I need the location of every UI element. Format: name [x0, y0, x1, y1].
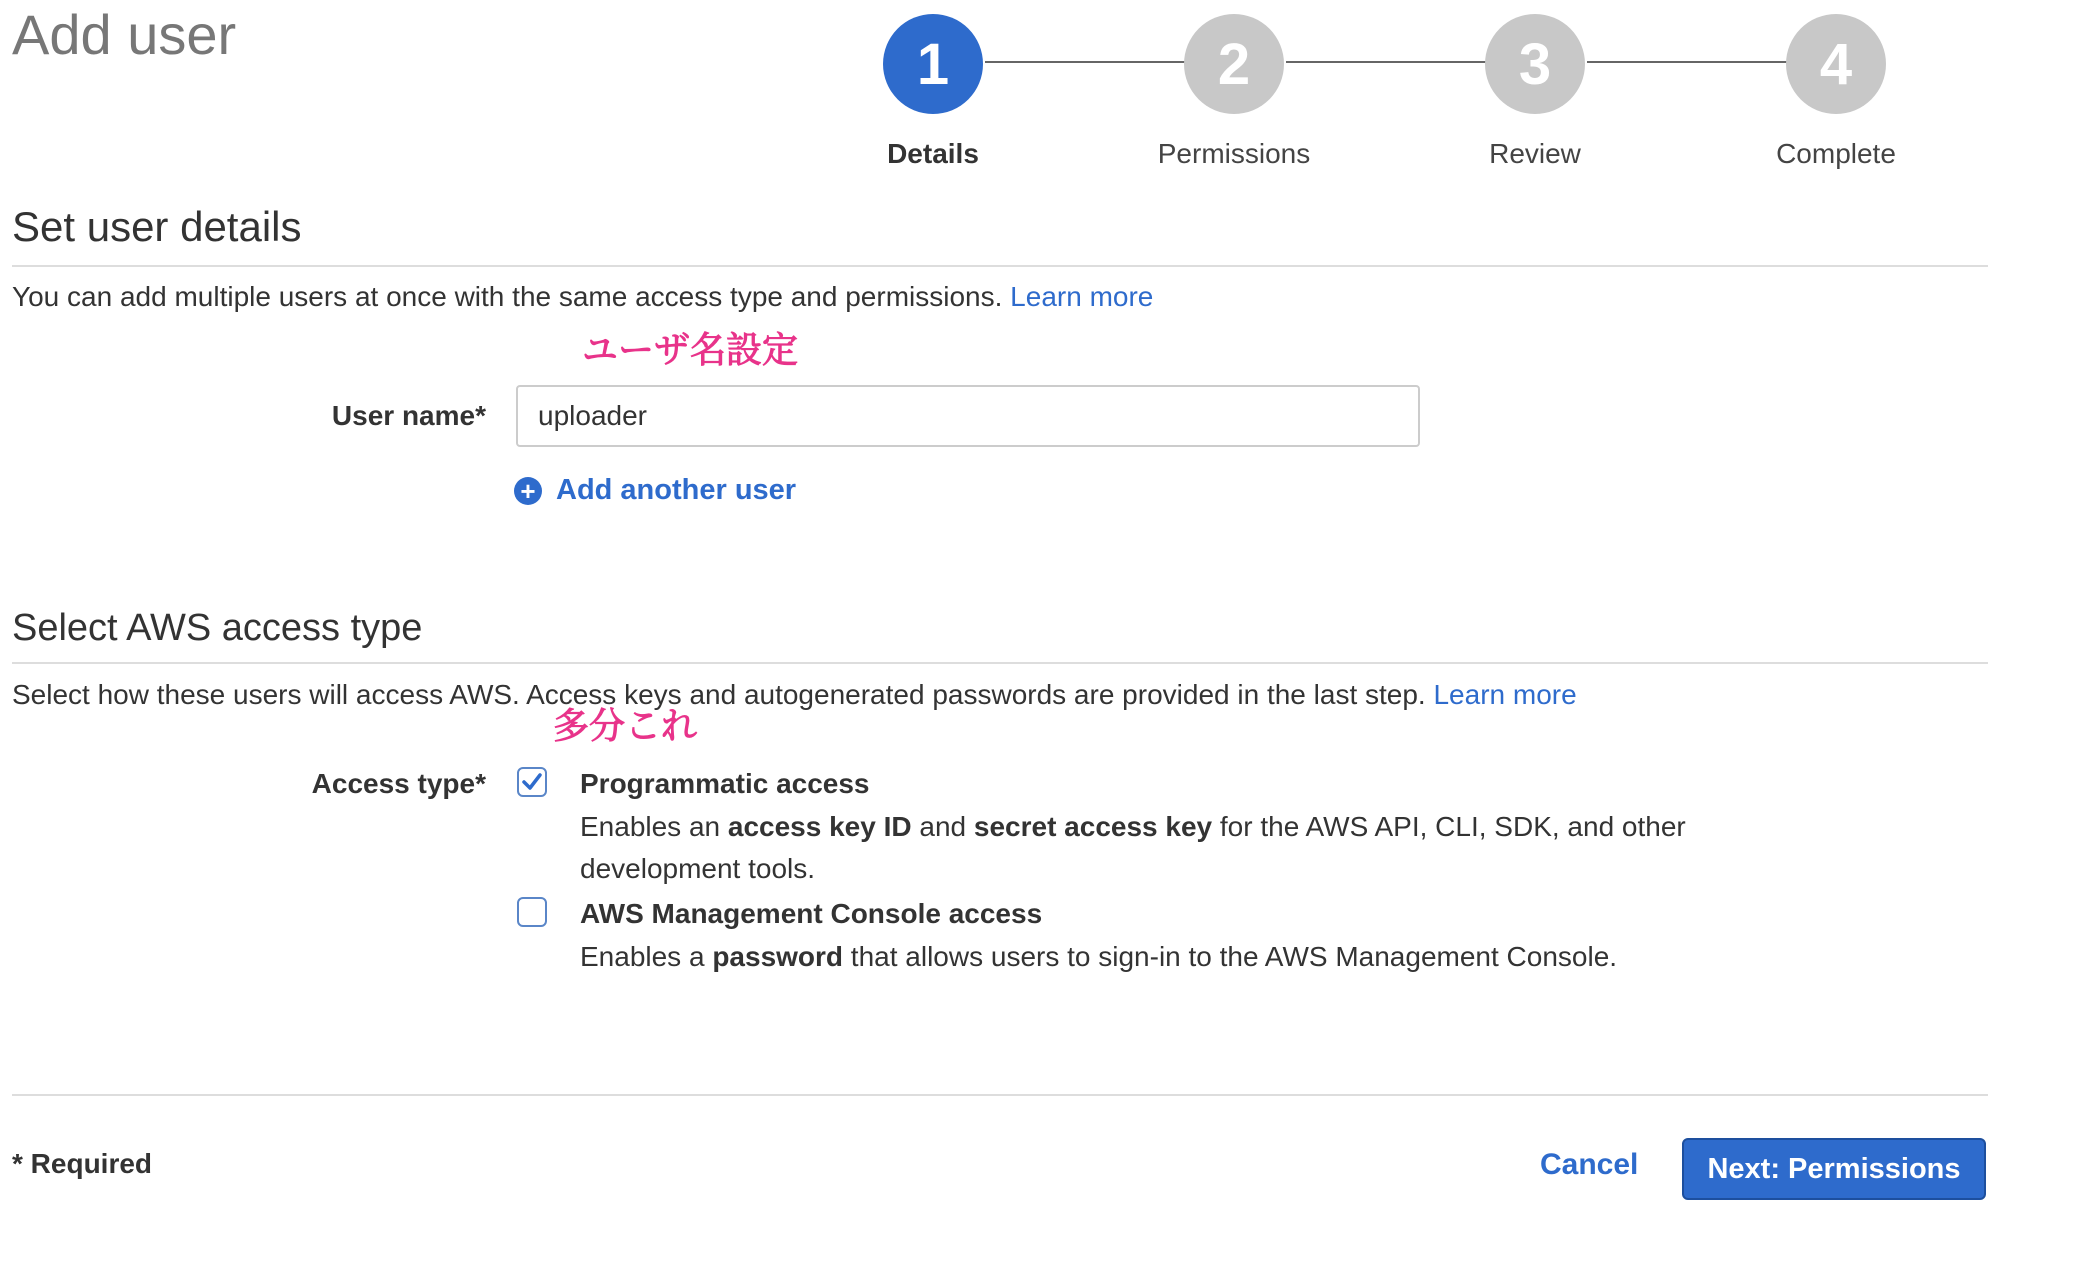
section-title-access-type: Select AWS access type	[12, 607, 423, 649]
plus-circle-icon: +	[514, 477, 542, 505]
checkmark-icon	[522, 773, 542, 791]
cancel-button[interactable]: Cancel	[1540, 1148, 1639, 1181]
learn-more-link[interactable]: Learn more	[1010, 281, 1154, 312]
next-permissions-button[interactable]: Next: Permissions	[1682, 1138, 1986, 1200]
step-connector	[1286, 61, 1492, 63]
step-1-label: Details	[887, 138, 979, 169]
section-title-user-details: Set user details	[12, 203, 302, 250]
footer-divider	[12, 1094, 1988, 1096]
step-4-circle: 4	[1786, 14, 1886, 114]
desc-text: and	[911, 811, 974, 842]
desc-text: Enables an	[580, 811, 728, 842]
desc-text: that allows users to sign-in to the AWS Management Console.	[843, 941, 1618, 972]
user-name-input[interactable]	[516, 385, 1420, 447]
step-2-label: Permissions	[1157, 138, 1311, 169]
divider	[12, 662, 1988, 664]
desc-text: for the AWS API, CLI, SDK, and other development tools.	[580, 811, 1686, 884]
programmatic-access-checkbox[interactable]	[517, 767, 547, 797]
annotation-access: 多分これ	[553, 705, 698, 746]
step-connector	[985, 61, 1191, 63]
desc-bold: password	[712, 941, 844, 972]
user-details-description	[12, 281, 1153, 313]
user-details-description-text: You can add multiple users at once with the same access type and permissions.	[12, 281, 1003, 312]
learn-more-link-access[interactable]: Learn more	[1433, 679, 1577, 710]
console-access-description	[580, 936, 1780, 978]
access-type-label: Access type*	[311, 768, 486, 799]
page-title: Add user	[12, 3, 237, 66]
desc-bold: access key ID	[727, 811, 912, 842]
step-2-circle: 2	[1184, 14, 1284, 114]
programmatic-access-description	[580, 806, 1780, 890]
user-name-label: User name*	[331, 400, 486, 431]
console-access-title: AWS Management Console access	[580, 898, 1043, 929]
programmatic-access-title: Programmatic access	[580, 768, 870, 799]
step-connector	[1587, 61, 1793, 63]
desc-text: Enables a	[580, 941, 713, 972]
console-access-checkbox[interactable]	[517, 897, 547, 927]
step-3-circle: 3	[1485, 14, 1585, 114]
step-1-circle: 1	[883, 14, 983, 114]
divider	[12, 265, 1988, 267]
access-type-description	[12, 679, 1577, 711]
desc-bold: secret access key	[973, 811, 1213, 842]
step-4-label: Complete	[1776, 138, 1896, 169]
add-another-user-label: Add another user	[556, 474, 797, 506]
access-type-description-text: Select how these users will access AWS. Access keys and autogenerated passwords are provided in the last step.	[12, 679, 1426, 710]
required-note: * Required	[12, 1148, 153, 1179]
annotation-username: ユーザ名設定	[582, 329, 799, 370]
add-another-user-button[interactable]	[514, 474, 796, 507]
step-3-label: Review	[1489, 138, 1581, 169]
